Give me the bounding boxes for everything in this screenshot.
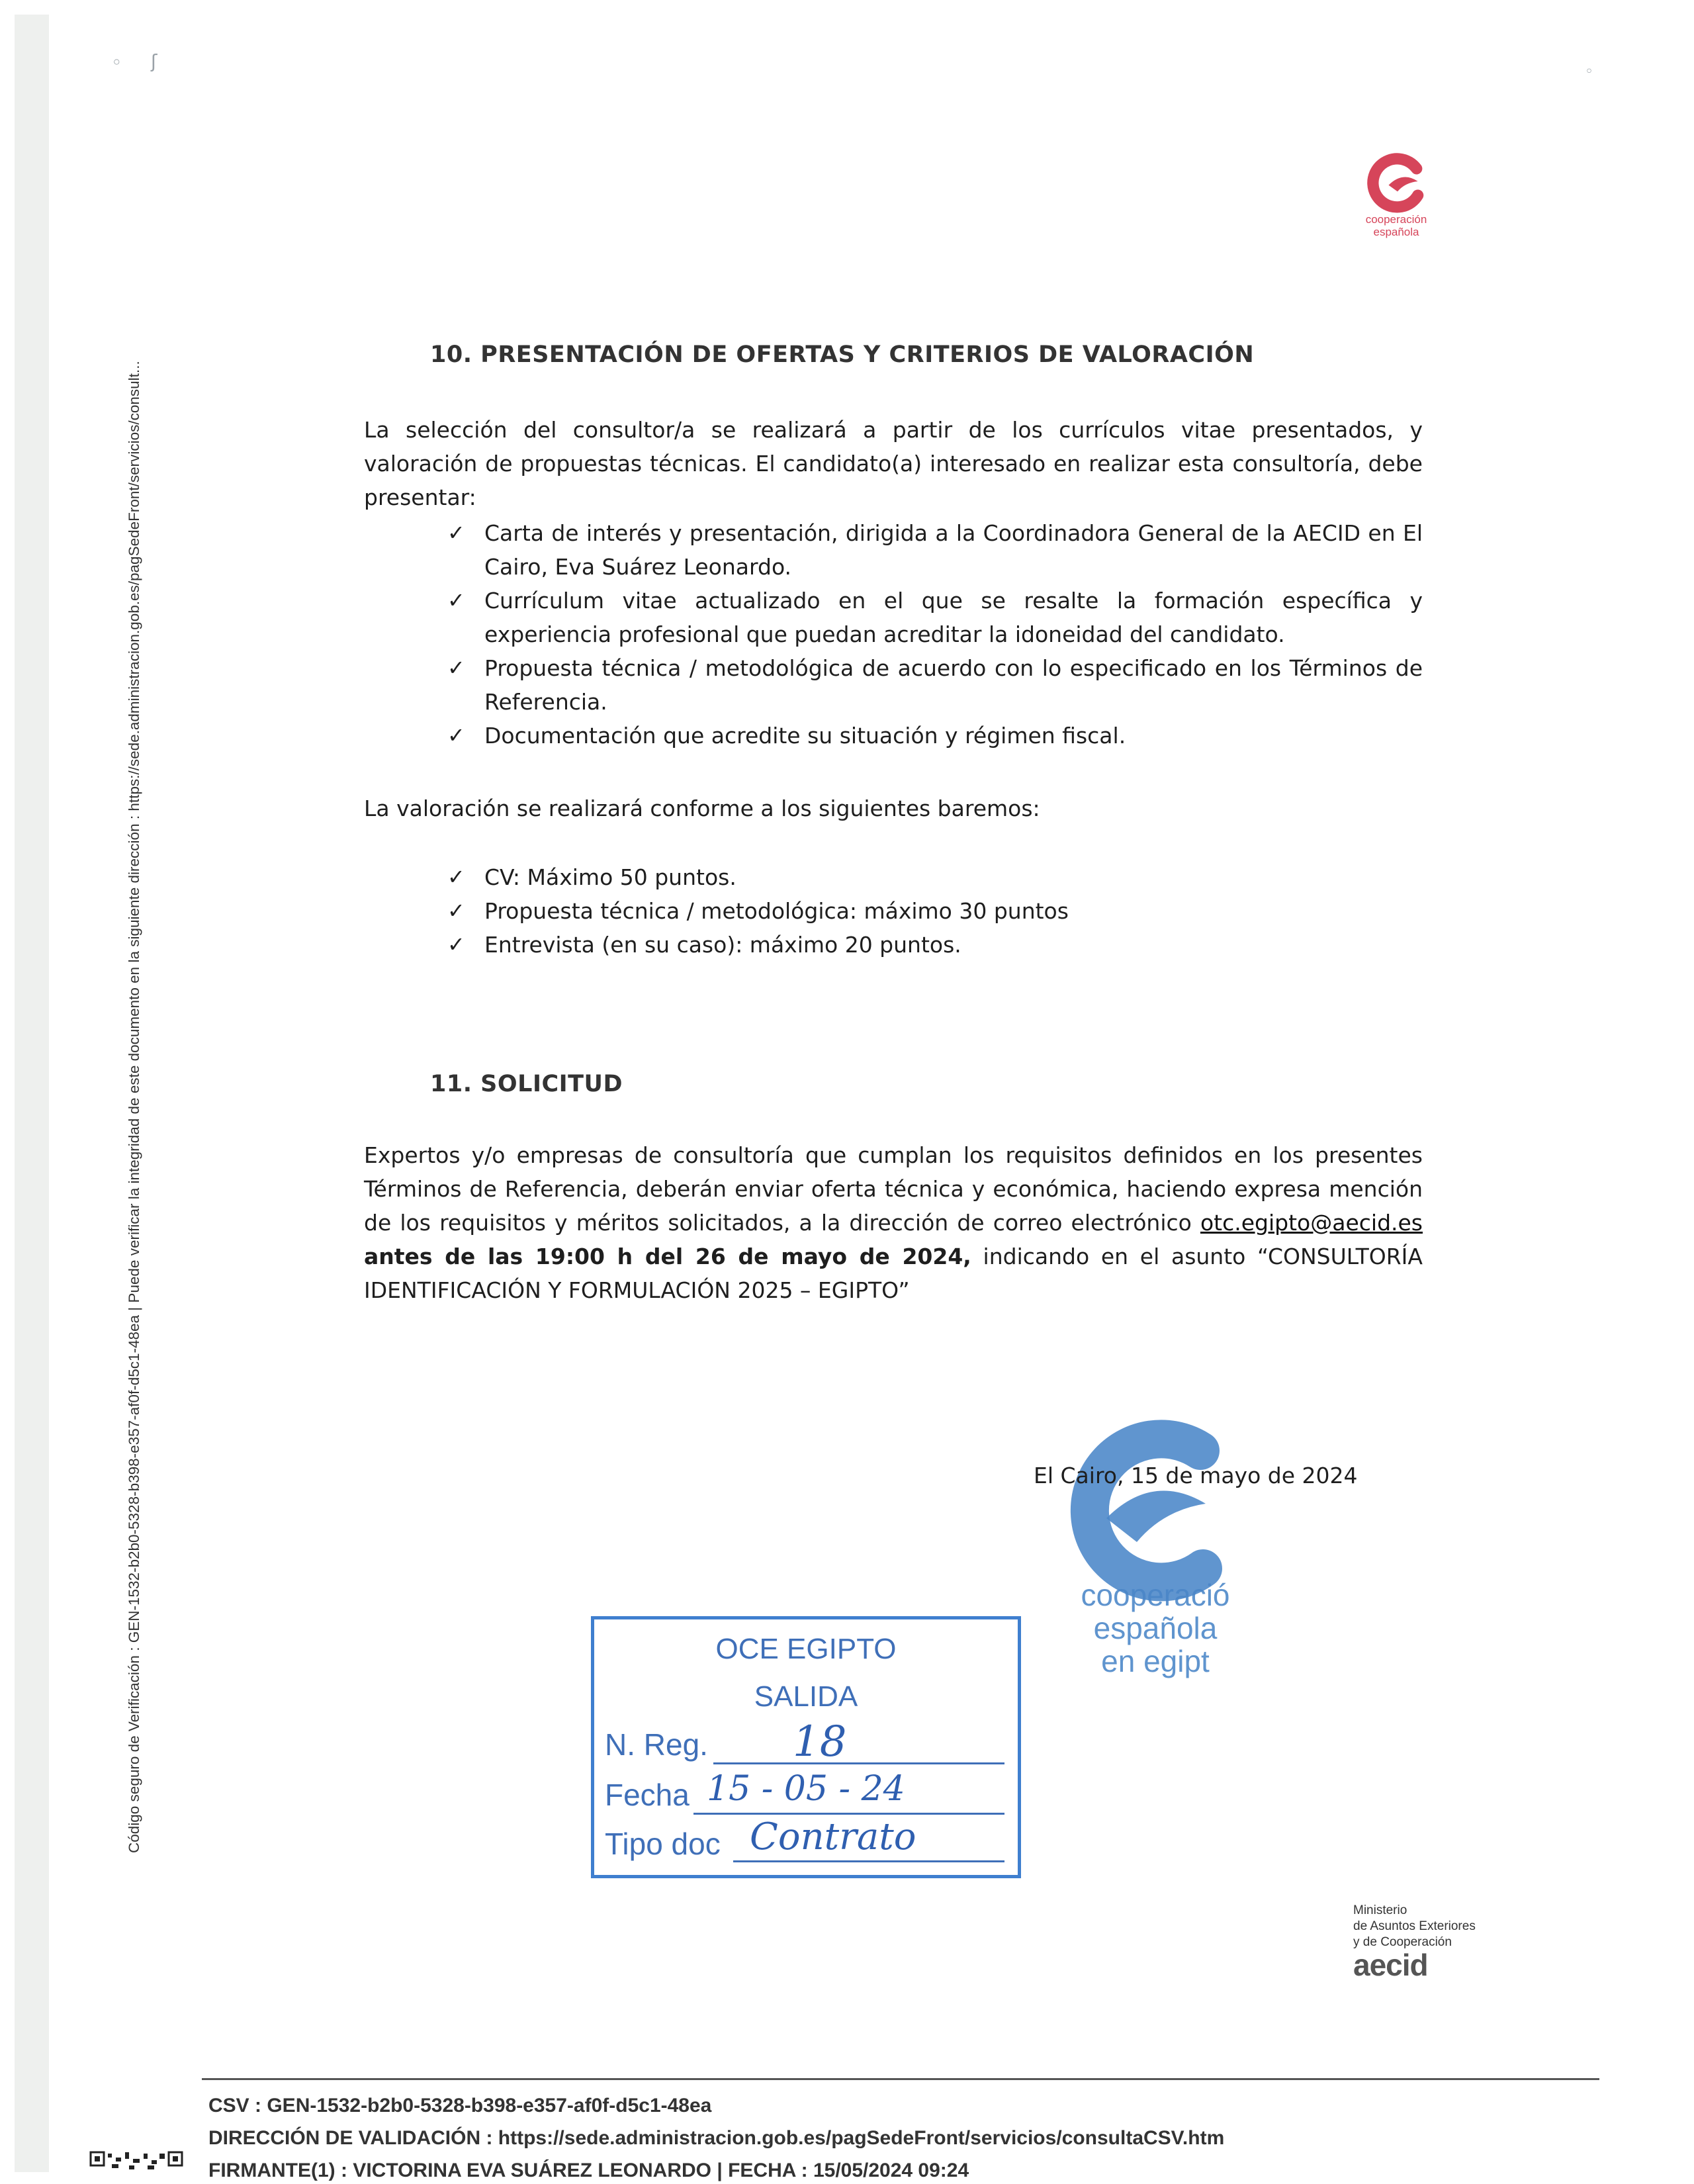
stamp-date-value: 15 - 05 - 24 — [707, 1769, 905, 1809]
check-icon: ✓ — [447, 898, 465, 923]
logo-text-line1: cooperación — [1365, 213, 1427, 226]
cooperacion-espanola-logo — [1350, 150, 1443, 238]
date-place: El Cairo, 15 de mayo de 2024 — [1034, 1463, 1358, 1488]
ministry-logo: Ministerio de Asuntos Exteriores y de Cooperación aecid — [1353, 1903, 1476, 1982]
stamp-line — [733, 1860, 1004, 1862]
stamp-line — [693, 1813, 1004, 1815]
footer-csv: CSV : GEN-1532-b2b0-5328-b398-e357-af0f-d5c1-48ea — [208, 2095, 712, 2116]
check-icon: ✓ — [447, 864, 465, 889]
cooperacion-logo-icon — [1364, 150, 1428, 213]
stamp-type-label: Tipo doc — [605, 1827, 721, 1861]
stamp-reg-label: N. Reg. — [605, 1727, 708, 1762]
check-icon: ✓ — [447, 520, 465, 545]
seal-text: cooperació española en egipt — [1081, 1578, 1230, 1678]
check-icon: ✓ — [447, 655, 465, 680]
check-icon: ✓ — [447, 932, 465, 957]
scoring-intro: La valoración se realizará conforme a los siguientes baremos: — [364, 796, 1040, 821]
vertical-verification-text: Código seguro de Verificación : GEN-1532-b2b0-5328-b398-e357-af0f-d5c1-48ea | Puede verificar la integridad de este documento en la siguiente dirección : https://sede.administracion.gob.es/pagSedeFront/servicios/consult... — [126, 361, 142, 1853]
stamp-date-label: Fecha — [605, 1778, 690, 1812]
check-icon: ✓ — [447, 588, 465, 613]
contact-email-link[interactable]: otc.egipto@aecid.es — [1200, 1210, 1423, 1236]
registry-stamp — [591, 1616, 1021, 1878]
list-item: ✓ Carta de interés y presentación, dirigida a la Coordinadora General de la AECID en El Cairo, Eva Suárez Leonardo. — [442, 516, 1423, 584]
scan-speck: ◦ — [1585, 64, 1593, 80]
list-item: ✓ Currículum vitae actualizado en el que se resalte la formación específica y experiencia profesional que puedan acreditar la idoneidad del candidato. — [442, 584, 1423, 651]
scoring-list — [442, 860, 1423, 962]
stamp-line — [713, 1762, 1004, 1764]
check-icon: ✓ — [447, 723, 465, 748]
list-item: ✓ Entrevista (en su caso): máximo 20 puntos. — [442, 928, 1423, 962]
scan-edge-strip — [15, 15, 49, 2172]
list-item: ✓ CV: Máximo 50 puntos. — [442, 860, 1423, 894]
logo-text-line2: española — [1373, 226, 1419, 238]
list-item: ✓ Propuesta técnica / metodológica de acuerdo con lo especificado en los Términos de Referencia. — [442, 651, 1423, 719]
stamp-direction: SALIDA — [754, 1680, 858, 1713]
stamp-office: OCE EGIPTO — [715, 1633, 897, 1665]
deadline-text: antes de las 19:00 h del 26 de mayo de 2024, — [364, 1244, 971, 1269]
scan-speck: ◦ — [111, 52, 122, 73]
scan-speck: ʃ — [151, 50, 157, 72]
stamp-reg-value: 18 — [793, 1717, 847, 1766]
list-item: ✓ Documentación que acredite su situación y régimen fiscal. — [442, 719, 1423, 752]
section-11-text: Expertos y/o empresas de consultoría que cumplan los requisitos definidos en los presentes Términos de Referencia, deberán enviar oferta técnica y económica, haciendo expresa mención de los requisitos y méritos solicitados, a la dirección de correo electrónico otc.egipto@aecid.es antes de las 19:00 h del 26 de mayo de 2024, indicando en el asunto “CONSULTORÍA IDENTIFICACIÓN Y FORMULACIÓN 2025 – EGIPTO” — [364, 1142, 1423, 1303]
section-10-intro: La selección del consultor/a se realizará a partir de los currículos vitae presentados, y valoración de propuestas técnicas. El candidato(a) interesado en realizar esta consultoría, debe presentar: — [364, 417, 1423, 510]
footer-divider — [202, 2078, 1599, 2080]
requirements-list — [442, 516, 1423, 752]
section-11-heading: 11. SOLICITUD — [430, 1071, 623, 1097]
aecid-brand: aecid — [1353, 1948, 1428, 1982]
footer-signer: FIRMANTE(1) : VICTORINA EVA SUÁREZ LEONARDO | FECHA : 15/05/2024 09:24 — [208, 2160, 969, 2181]
qr-code-icon — [89, 2151, 185, 2171]
footer-validation-url[interactable]: DIRECCIÓN DE VALIDACIÓN : https://sede.administracion.gob.es/pagSedeFront/servicios/consultaCSV.htm — [208, 2127, 1225, 2149]
list-item: ✓ Propuesta técnica / metodológica: máximo 30 puntos — [442, 894, 1423, 928]
stamp-type-value: Contrato — [750, 1815, 916, 1858]
section-10-heading: 10. PRESENTACIÓN DE OFERTAS Y CRITERIOS DE VALORACIÓN — [430, 341, 1255, 368]
